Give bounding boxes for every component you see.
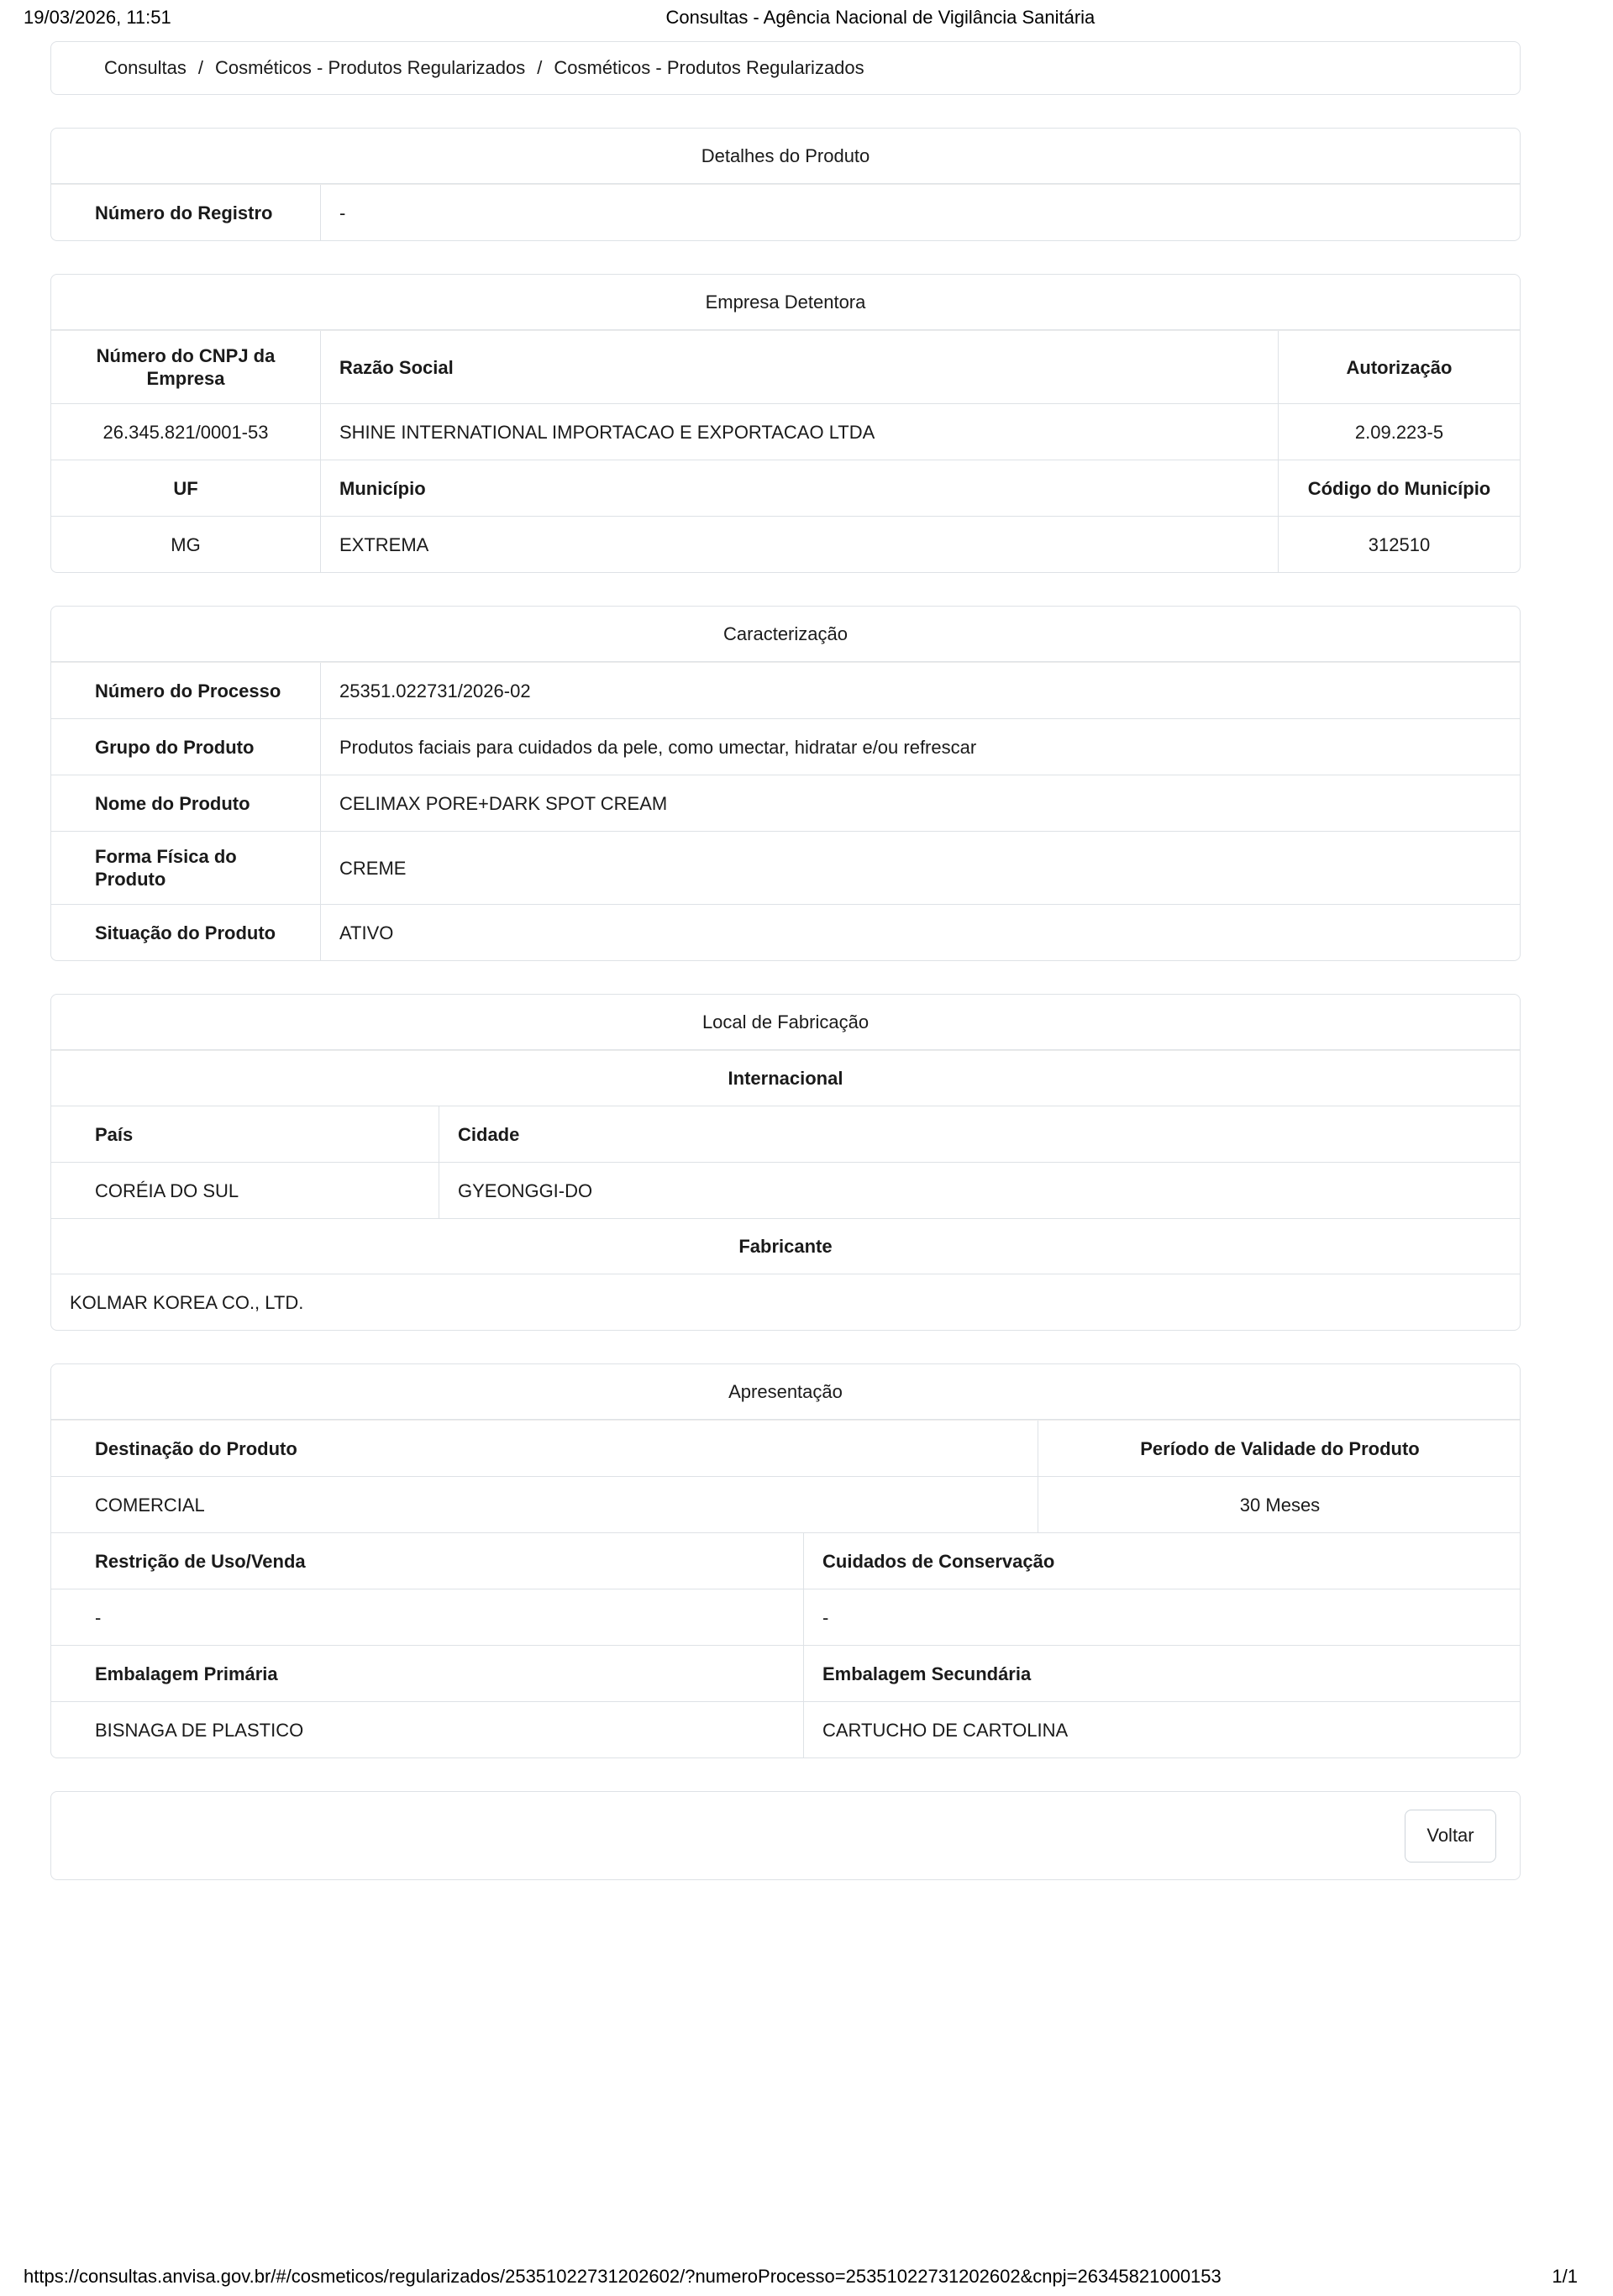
pais-header: País	[95, 1123, 134, 1145]
print-header	[24, 7, 1589, 29]
section-title-apresentacao: Apresentação	[51, 1364, 1520, 1420]
breadcrumb-item-cosmeticos-regularizados[interactable]: Cosméticos - Produtos Regularizados	[214, 57, 526, 78]
autorizacao-value: 2.09.223-5	[1278, 404, 1520, 460]
forma-fisica-label: Forma Física do Produto	[95, 846, 237, 890]
table-row	[51, 1701, 1520, 1757]
table-header-row	[51, 1106, 1520, 1162]
table-row	[51, 1476, 1520, 1532]
codigo-municipio-header: Código do Município	[1278, 460, 1520, 516]
numero-processo-value: 25351.022731/2026-02	[320, 663, 1520, 718]
print-datetime: 19/03/2026, 11:51	[24, 7, 171, 28]
table-header-row	[51, 460, 1520, 516]
numero-registro-label: Número do Registro	[95, 202, 273, 223]
voltar-button[interactable]: Voltar	[1405, 1810, 1496, 1863]
cuidados-value: -	[803, 1589, 1520, 1645]
uf-header: UF	[173, 477, 198, 499]
razao-social-header: Razão Social	[320, 331, 1278, 403]
embalagem-secundaria-header: Embalagem Secundária	[803, 1646, 1520, 1701]
restricao-header: Restrição de Uso/Venda	[95, 1550, 306, 1572]
situacao-produto-label: Situação do Produto	[95, 922, 276, 943]
cuidados-header: Cuidados de Conservação	[803, 1533, 1520, 1589]
restricao-value: -	[95, 1606, 102, 1628]
content	[50, 41, 1521, 1880]
embalagem-primaria-header: Embalagem Primária	[95, 1663, 278, 1684]
breadcrumb-separator: /	[197, 57, 203, 78]
fabricante-value: KOLMAR KOREA CO., LTD.	[70, 1291, 304, 1313]
municipio-value: EXTREMA	[320, 517, 1278, 572]
table-row	[51, 516, 1520, 572]
table-row	[51, 403, 1520, 460]
table-row	[51, 1162, 1520, 1218]
section-apresentacao	[50, 1363, 1521, 1758]
cnpj-header: Número do CNPJ da Empresa	[96, 345, 276, 389]
forma-fisica-value: CREME	[320, 832, 1520, 904]
nome-produto-value: CELIMAX PORE+DARK SPOT CREAM	[320, 775, 1520, 831]
autorizacao-header: Autorização	[1278, 331, 1520, 403]
internacional-subheader: Internacional	[51, 1050, 1520, 1106]
section-detalhes-produto	[50, 128, 1521, 241]
section-local-fabricacao	[50, 994, 1521, 1331]
table-row	[51, 904, 1520, 960]
print-title: Consultas - Agência Nacional de Vigilância Sanitária	[665, 7, 1095, 28]
table-header-row	[51, 1420, 1520, 1476]
embalagem-primaria-value: BISNAGA DE PLASTICO	[95, 1719, 304, 1741]
razao-social-value: SHINE INTERNATIONAL IMPORTACAO E EXPORTACAO LTDA	[320, 404, 1278, 460]
actions-panel	[50, 1791, 1521, 1880]
table-row	[51, 718, 1520, 775]
grupo-produto-label: Grupo do Produto	[95, 736, 255, 758]
table-row	[51, 1589, 1520, 1645]
codigo-municipio-value: 312510	[1278, 517, 1520, 572]
validade-header: Período de Validade do Produto	[1038, 1421, 1520, 1476]
section-title-detalhes: Detalhes do Produto	[51, 129, 1520, 184]
cidade-value: GYEONGGI-DO	[439, 1163, 1520, 1218]
grupo-produto-value: Produtos faciais para cuidados da pele, como umectar, hidratar e/ou refrescar	[320, 719, 1520, 775]
print-url: https://consultas.anvisa.gov.br/#/cosmeticos/regularizados/25351022731202602/?numeroProcesso=25351022731202602&cnpj=26345821000153	[24, 2266, 1222, 2287]
pais-value: CORÉIA DO SUL	[95, 1180, 239, 1201]
table-row	[51, 662, 1520, 718]
table-row	[51, 775, 1520, 831]
table-row	[51, 831, 1520, 904]
validade-value: 30 Meses	[1038, 1477, 1520, 1532]
breadcrumb-separator: /	[537, 57, 543, 78]
breadcrumb	[50, 41, 1521, 95]
section-title-empresa: Empresa Detentora	[51, 275, 1520, 330]
print-footer	[24, 2266, 1578, 2288]
section-empresa-detentora	[50, 274, 1521, 573]
numero-processo-label: Número do Processo	[95, 680, 281, 701]
numero-registro-value: -	[320, 185, 1520, 240]
fabricante-subheader: Fabricante	[51, 1218, 1520, 1274]
table-header-row	[51, 1645, 1520, 1701]
destinacao-header: Destinação do Produto	[95, 1437, 297, 1459]
table-header-row	[51, 330, 1520, 403]
section-title-local: Local de Fabricação	[51, 995, 1520, 1050]
breadcrumb-item-consultas[interactable]: Consultas	[104, 57, 187, 78]
table-row	[51, 184, 1520, 240]
cidade-header: Cidade	[439, 1106, 1520, 1162]
table-row	[51, 1274, 1520, 1330]
section-caracterizacao	[50, 606, 1521, 961]
municipio-header: Município	[320, 460, 1278, 516]
cnpj-value: 26.345.821/0001-53	[102, 421, 269, 443]
section-title-caracterizacao: Caracterização	[51, 607, 1520, 662]
uf-value: MG	[171, 533, 201, 555]
destinacao-value: COMERCIAL	[95, 1494, 205, 1516]
breadcrumb-item-current: Cosméticos - Produtos Regularizados	[554, 57, 864, 78]
nome-produto-label: Nome do Produto	[95, 792, 250, 814]
situacao-produto-value: ATIVO	[320, 905, 1520, 960]
print-page-number: 1/1	[1552, 2266, 1578, 2287]
embalagem-secundaria-value: CARTUCHO DE CARTOLINA	[803, 1702, 1520, 1757]
table-header-row	[51, 1532, 1520, 1589]
